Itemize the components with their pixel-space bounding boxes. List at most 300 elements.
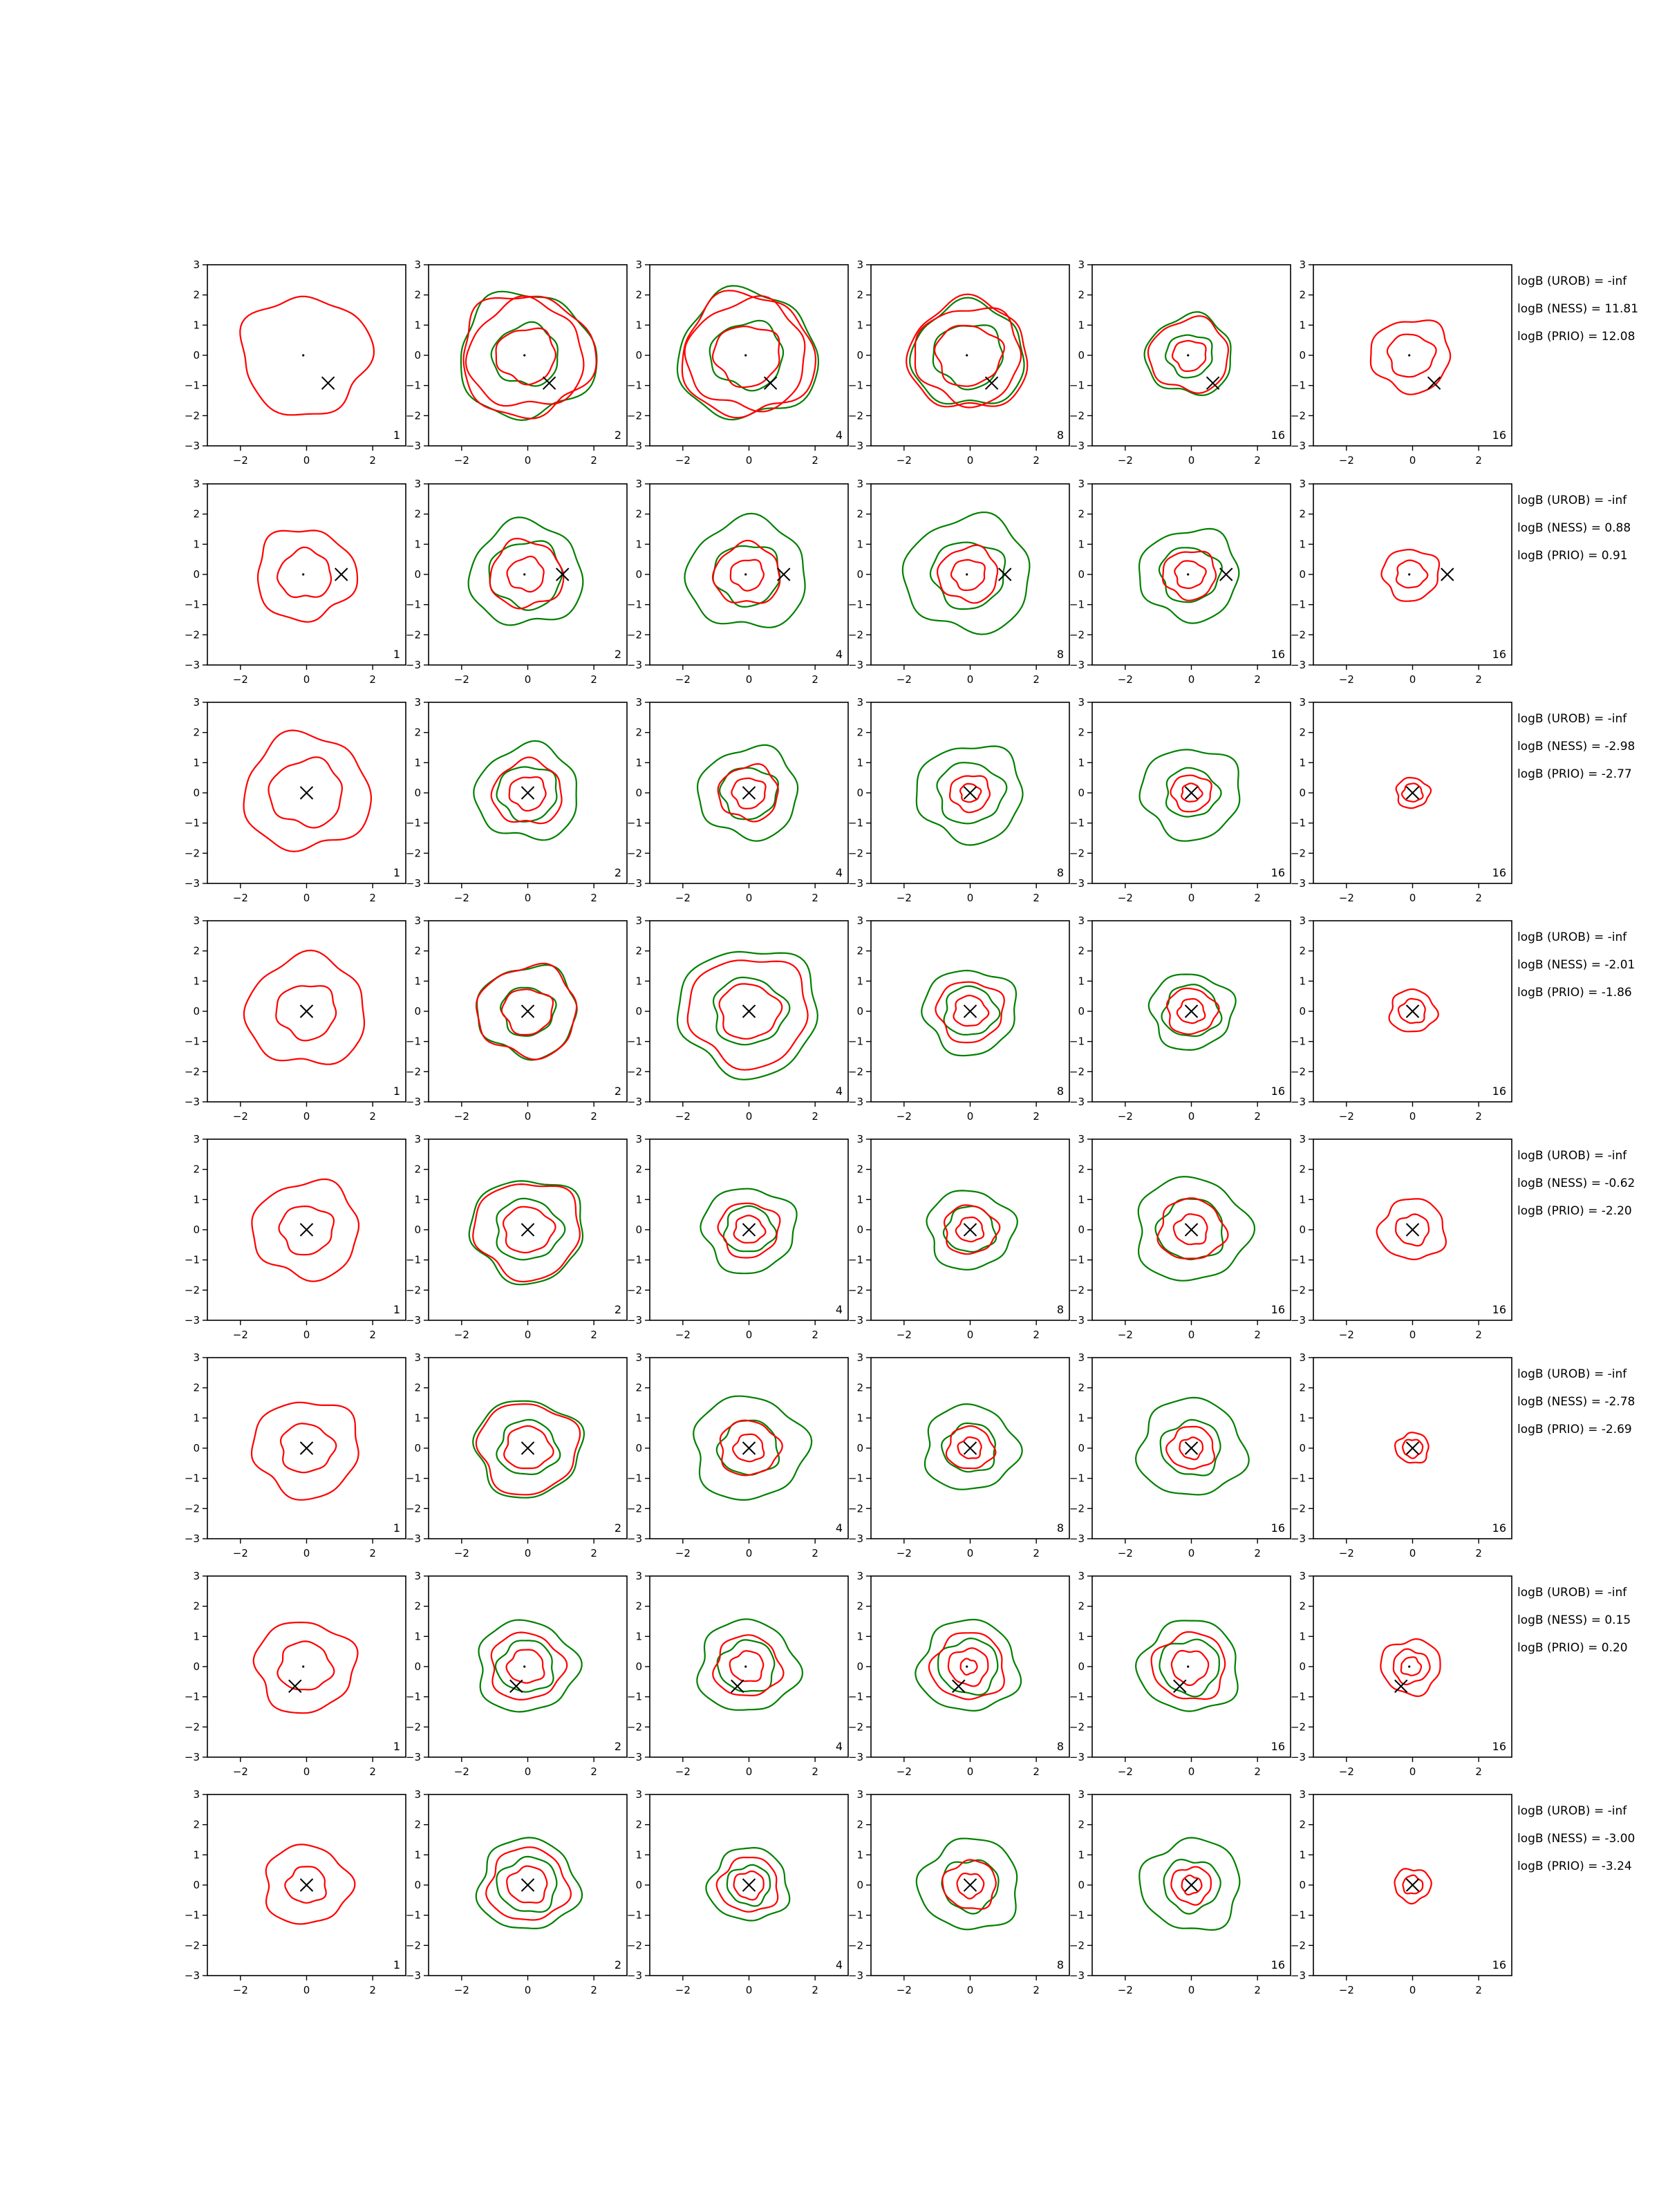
y-tick-label: −1 xyxy=(626,1253,642,1266)
logb-annotation: logB (NESS) = -2.78 xyxy=(1517,1395,1635,1409)
y-tick-label: 2 xyxy=(856,1381,863,1394)
y-tick-label: 1 xyxy=(1299,1848,1306,1862)
x-tick-label: 2 xyxy=(1254,1329,1261,1341)
y-tick-label: −3 xyxy=(1290,1751,1306,1763)
y-tick-label: −2 xyxy=(1290,628,1306,641)
y-tick-label: −2 xyxy=(184,1284,200,1297)
x-tick-label: −2 xyxy=(453,1547,469,1559)
y-tick-label: 0 xyxy=(1299,1005,1306,1018)
logb-annotation: logB (UROB) = -inf xyxy=(1517,494,1627,507)
y-tick-label: −1 xyxy=(1069,1909,1085,1922)
y-tick-label: 0 xyxy=(193,1660,200,1673)
y-tick-label: −3 xyxy=(1069,440,1085,452)
y-tick-label: 1 xyxy=(414,1193,421,1206)
y-tick-label: 0 xyxy=(635,1005,642,1018)
y-tick-label: −1 xyxy=(626,1690,642,1703)
x-tick-label: 0 xyxy=(303,454,310,467)
x-tick-label: −2 xyxy=(453,1984,469,1996)
y-tick-label: −3 xyxy=(847,659,863,671)
y-tick-label: 0 xyxy=(1078,568,1085,581)
y-tick-label: 0 xyxy=(856,568,863,581)
x-tick-label: 2 xyxy=(1033,673,1040,686)
x-tick-label: 0 xyxy=(966,1984,974,1996)
x-tick-label: −2 xyxy=(453,454,469,467)
y-tick-label: 3 xyxy=(856,1788,863,1801)
center-dot xyxy=(744,354,747,356)
y-tick-label: −3 xyxy=(626,1969,642,1982)
y-tick-label: 2 xyxy=(1078,288,1085,301)
y-tick-label: −1 xyxy=(1069,1690,1085,1703)
y-tick-label: −1 xyxy=(1290,1472,1306,1485)
y-tick-label: 1 xyxy=(856,1630,863,1643)
x-tick-label: 2 xyxy=(1475,1110,1482,1123)
x-tick-label: 2 xyxy=(1033,1110,1040,1123)
y-tick-label: 2 xyxy=(1299,507,1306,521)
x-tick-label: 2 xyxy=(590,1765,597,1778)
sample-count-label: 2 xyxy=(614,1303,621,1316)
sample-count-label: 16 xyxy=(1271,866,1285,879)
y-tick-label: −3 xyxy=(184,1096,200,1108)
x-tick-label: 0 xyxy=(1409,1547,1416,1559)
y-tick-label: −2 xyxy=(1290,1502,1306,1515)
y-tick-label: −2 xyxy=(184,1939,200,1952)
x-tick-label: 0 xyxy=(966,892,974,904)
y-tick-label: 2 xyxy=(193,507,200,521)
y-tick-label: −3 xyxy=(1069,1314,1085,1327)
y-tick-label: −1 xyxy=(626,1035,642,1048)
y-tick-label: 1 xyxy=(856,1412,863,1425)
y-tick-label: 2 xyxy=(1299,1600,1306,1613)
y-tick-label: 1 xyxy=(635,319,642,332)
sample-count-label: 4 xyxy=(835,1085,843,1098)
y-tick-label: 1 xyxy=(193,1412,200,1425)
sample-count-label: 2 xyxy=(614,1740,621,1753)
center-dot xyxy=(302,573,304,575)
y-tick-label: 2 xyxy=(1078,1818,1085,1831)
y-tick-label: 2 xyxy=(1299,288,1306,301)
y-tick-label: 3 xyxy=(635,1788,642,1801)
y-tick-label: −1 xyxy=(1069,1253,1085,1266)
y-tick-label: 2 xyxy=(193,726,200,739)
x-tick-label: 0 xyxy=(524,1547,532,1559)
x-tick-label: −2 xyxy=(232,454,248,467)
x-tick-label: 0 xyxy=(524,673,532,686)
x-tick-label: 0 xyxy=(303,1984,310,1996)
y-tick-label: −3 xyxy=(184,1314,200,1327)
y-tick-label: −3 xyxy=(1069,1969,1085,1982)
center-dot xyxy=(523,573,525,575)
y-tick-label: −1 xyxy=(184,598,200,611)
y-tick-label: −2 xyxy=(1069,1502,1085,1515)
y-tick-label: 1 xyxy=(635,975,642,988)
x-tick-label: −2 xyxy=(896,1765,912,1778)
y-tick-label: 2 xyxy=(414,507,421,521)
x-tick-label: 0 xyxy=(966,673,974,686)
y-tick-label: 0 xyxy=(1299,1879,1306,1891)
y-tick-label: 1 xyxy=(1078,1193,1085,1206)
y-tick-label: 1 xyxy=(1299,1412,1306,1425)
y-tick-label: −3 xyxy=(405,1533,421,1545)
y-tick-label: −2 xyxy=(626,1065,642,1078)
y-tick-label: −1 xyxy=(1069,1035,1085,1048)
y-tick-label: 3 xyxy=(193,1788,200,1801)
y-tick-label: −1 xyxy=(1069,816,1085,830)
x-tick-label: 0 xyxy=(524,1765,532,1778)
sample-count-label: 16 xyxy=(1492,1958,1506,1971)
x-tick-label: −2 xyxy=(1117,1765,1133,1778)
y-tick-label: 0 xyxy=(193,1879,200,1891)
sample-count-label: 1 xyxy=(393,1521,400,1535)
x-tick-label: −2 xyxy=(232,1329,248,1341)
sample-count-label: 1 xyxy=(393,1303,400,1316)
sample-count-label: 2 xyxy=(614,648,621,661)
y-tick-label: −1 xyxy=(405,1472,421,1485)
y-tick-label: 1 xyxy=(635,1193,642,1206)
y-tick-label: 2 xyxy=(414,288,421,301)
y-tick-label: 0 xyxy=(414,1224,421,1236)
x-tick-label: 2 xyxy=(1475,1984,1482,1996)
logb-annotation: logB (NESS) = -2.01 xyxy=(1517,958,1635,972)
y-tick-label: 1 xyxy=(856,319,863,332)
sample-count-label: 16 xyxy=(1492,429,1506,442)
y-tick-label: 0 xyxy=(193,1224,200,1236)
x-tick-label: −2 xyxy=(675,454,691,467)
y-tick-label: −1 xyxy=(626,1472,642,1485)
y-tick-label: −1 xyxy=(184,1035,200,1048)
y-tick-label: −1 xyxy=(626,379,642,392)
y-tick-label: 2 xyxy=(635,1163,642,1176)
logb-annotation: logB (UROB) = -inf xyxy=(1517,274,1627,288)
x-tick-label: 2 xyxy=(1033,1984,1040,1996)
y-tick-label: 2 xyxy=(414,1600,421,1613)
x-tick-label: 2 xyxy=(812,1329,818,1341)
y-tick-label: 3 xyxy=(1078,259,1085,271)
y-tick-label: 2 xyxy=(414,1818,421,1831)
x-tick-label: 0 xyxy=(1409,892,1416,904)
y-tick-label: 0 xyxy=(856,1879,863,1891)
y-tick-label: 2 xyxy=(414,726,421,739)
sample-count-label: 16 xyxy=(1271,1085,1285,1098)
sample-count-label: 8 xyxy=(1056,1958,1064,1971)
y-tick-label: 1 xyxy=(1299,319,1306,332)
y-tick-label: 3 xyxy=(635,259,642,271)
sample-count-label: 2 xyxy=(614,1958,621,1971)
x-tick-label: 2 xyxy=(369,454,376,467)
y-tick-label: 1 xyxy=(856,975,863,988)
sample-count-label: 4 xyxy=(835,648,843,661)
x-tick-label: −2 xyxy=(232,1984,248,1996)
logb-annotation: logB (NESS) = 0.88 xyxy=(1517,521,1631,535)
y-tick-label: 3 xyxy=(635,1133,642,1145)
y-tick-label: 1 xyxy=(193,1848,200,1862)
y-tick-label: −2 xyxy=(626,1284,642,1297)
y-tick-label: 1 xyxy=(856,1193,863,1206)
x-tick-label: 2 xyxy=(1033,1547,1040,1559)
y-tick-label: 3 xyxy=(856,915,863,927)
y-tick-label: 3 xyxy=(193,1570,200,1582)
x-tick-label: 2 xyxy=(369,1329,376,1341)
y-tick-label: 1 xyxy=(193,756,200,769)
y-tick-label: 0 xyxy=(856,349,863,362)
center-dot xyxy=(302,354,304,356)
y-tick-label: −2 xyxy=(1290,1065,1306,1078)
y-tick-label: 0 xyxy=(1078,349,1085,362)
y-tick-label: −1 xyxy=(1069,379,1085,392)
y-tick-label: 3 xyxy=(193,1133,200,1145)
y-tick-label: 0 xyxy=(193,1005,200,1018)
center-dot xyxy=(523,354,525,356)
y-tick-label: −1 xyxy=(184,1909,200,1922)
sample-count-label: 4 xyxy=(835,1303,843,1316)
y-tick-label: 2 xyxy=(193,1600,200,1613)
y-tick-label: 3 xyxy=(193,1351,200,1364)
y-tick-label: −1 xyxy=(626,816,642,830)
y-tick-label: −2 xyxy=(1069,1284,1085,1297)
x-tick-label: 0 xyxy=(524,1329,532,1341)
y-tick-label: 0 xyxy=(193,349,200,362)
x-tick-label: 2 xyxy=(1254,673,1261,686)
x-tick-label: 0 xyxy=(1188,1110,1195,1123)
sample-count-label: 1 xyxy=(393,648,400,661)
x-tick-label: 2 xyxy=(1475,454,1482,467)
y-tick-label: −2 xyxy=(626,409,642,422)
y-tick-label: 2 xyxy=(414,1381,421,1394)
x-tick-label: 2 xyxy=(812,1547,818,1559)
y-tick-label: 1 xyxy=(635,1848,642,1862)
sample-count-label: 16 xyxy=(1492,1740,1506,1753)
y-tick-label: −2 xyxy=(405,1065,421,1078)
sample-count-label: 8 xyxy=(1056,1521,1064,1535)
row-annotations-1 xyxy=(1517,274,1638,344)
x-tick-label: 0 xyxy=(303,1547,310,1559)
x-tick-label: 0 xyxy=(966,1110,974,1123)
y-tick-label: 3 xyxy=(1299,259,1306,271)
y-tick-label: 2 xyxy=(1299,944,1306,957)
y-tick-label: 1 xyxy=(193,1630,200,1643)
y-tick-label: −2 xyxy=(1290,1721,1306,1734)
y-tick-label: 1 xyxy=(1078,1848,1085,1862)
center-dot xyxy=(966,1665,968,1667)
x-tick-label: −2 xyxy=(675,1110,691,1123)
center-dot xyxy=(302,1665,304,1667)
sample-count-label: 1 xyxy=(393,1085,400,1098)
sample-count-label: 16 xyxy=(1271,1740,1285,1753)
y-tick-label: −3 xyxy=(405,1751,421,1763)
x-tick-label: 2 xyxy=(1254,1110,1261,1123)
x-tick-label: −2 xyxy=(1117,673,1133,686)
x-tick-label: 0 xyxy=(966,1765,974,1778)
y-tick-label: −1 xyxy=(184,1253,200,1266)
y-tick-label: 3 xyxy=(856,696,863,709)
y-tick-label: 3 xyxy=(1078,915,1085,927)
x-tick-label: −2 xyxy=(1117,1329,1133,1341)
x-tick-label: −2 xyxy=(896,1329,912,1341)
y-tick-label: −2 xyxy=(1069,1065,1085,1078)
y-tick-label: 3 xyxy=(1299,696,1306,709)
y-tick-label: −2 xyxy=(1290,1939,1306,1952)
y-tick-label: −3 xyxy=(1069,1533,1085,1545)
x-tick-label: 0 xyxy=(745,1984,753,1996)
sample-count-label: 4 xyxy=(835,429,843,442)
y-tick-label: −3 xyxy=(1290,1314,1306,1327)
sample-count-label: 8 xyxy=(1056,866,1064,879)
y-tick-label: 2 xyxy=(856,1600,863,1613)
y-tick-label: 3 xyxy=(414,915,421,927)
y-tick-label: −1 xyxy=(184,379,200,392)
y-tick-label: 3 xyxy=(635,1351,642,1364)
y-tick-label: 3 xyxy=(1299,478,1306,490)
x-tick-label: 2 xyxy=(1475,673,1482,686)
center-dot xyxy=(744,573,747,575)
y-tick-label: 0 xyxy=(1078,787,1085,799)
y-tick-label: 3 xyxy=(856,478,863,490)
sample-count-label: 4 xyxy=(835,1740,843,1753)
x-tick-label: −2 xyxy=(232,892,248,904)
y-tick-label: −1 xyxy=(1069,598,1085,611)
y-tick-label: −3 xyxy=(626,877,642,890)
y-tick-label: −2 xyxy=(1290,847,1306,860)
logb-annotation: logB (PRIO) = -2.77 xyxy=(1517,767,1632,781)
y-tick-label: −3 xyxy=(405,659,421,671)
x-tick-label: 0 xyxy=(1409,673,1416,686)
x-tick-label: −2 xyxy=(453,1765,469,1778)
sample-count-label: 16 xyxy=(1492,866,1506,879)
x-tick-label: −2 xyxy=(453,1329,469,1341)
y-tick-label: 3 xyxy=(414,1570,421,1582)
y-tick-label: −2 xyxy=(626,1939,642,1952)
center-dot xyxy=(1408,1665,1410,1667)
y-tick-label: 2 xyxy=(1078,1163,1085,1176)
x-tick-label: 0 xyxy=(303,892,310,904)
y-tick-label: 1 xyxy=(193,319,200,332)
y-tick-label: 0 xyxy=(635,1442,642,1454)
y-tick-label: −1 xyxy=(405,1253,421,1266)
y-tick-label: −2 xyxy=(184,628,200,641)
y-tick-label: 1 xyxy=(414,319,421,332)
row-annotations-2 xyxy=(1517,494,1631,563)
y-tick-label: 1 xyxy=(193,1193,200,1206)
center-dot xyxy=(1408,573,1410,575)
sample-count-label: 1 xyxy=(393,1958,400,1971)
y-tick-label: −1 xyxy=(405,379,421,392)
y-tick-label: 3 xyxy=(635,915,642,927)
center-dot xyxy=(966,573,968,575)
y-tick-label: 0 xyxy=(414,1442,421,1454)
x-tick-label: 2 xyxy=(1033,1329,1040,1341)
y-tick-label: −2 xyxy=(847,1502,863,1515)
y-tick-label: −1 xyxy=(184,1690,200,1703)
row-annotations-3 xyxy=(1517,712,1635,781)
x-tick-label: 0 xyxy=(966,454,974,467)
x-tick-label: 2 xyxy=(1254,454,1261,467)
logb-annotation: logB (NESS) = -2.98 xyxy=(1517,740,1635,753)
y-tick-label: −1 xyxy=(1290,1253,1306,1266)
row-annotations-7 xyxy=(1517,1586,1631,1655)
x-tick-label: −2 xyxy=(675,1984,691,1996)
x-tick-label: −2 xyxy=(675,673,691,686)
y-tick-label: −3 xyxy=(1290,1096,1306,1108)
x-tick-label: 2 xyxy=(590,1110,597,1123)
x-tick-label: 2 xyxy=(1475,892,1482,904)
y-tick-label: 0 xyxy=(635,568,642,581)
y-tick-label: −2 xyxy=(847,409,863,422)
x-tick-label: 0 xyxy=(745,673,753,686)
y-tick-label: 2 xyxy=(856,288,863,301)
x-tick-label: −2 xyxy=(1117,892,1133,904)
y-tick-label: −2 xyxy=(405,1939,421,1952)
sample-count-label: 8 xyxy=(1056,1085,1064,1098)
x-tick-label: 0 xyxy=(745,1765,753,1778)
x-tick-label: −2 xyxy=(453,1110,469,1123)
sample-count-label: 2 xyxy=(614,1521,621,1535)
sample-count-label: 8 xyxy=(1056,429,1064,442)
y-tick-label: 0 xyxy=(414,1660,421,1673)
y-tick-label: 0 xyxy=(856,1660,863,1673)
x-tick-label: −2 xyxy=(1338,1110,1354,1123)
y-tick-label: 1 xyxy=(1078,319,1085,332)
sample-count-label: 16 xyxy=(1271,1303,1285,1316)
x-tick-label: 2 xyxy=(812,1110,818,1123)
x-tick-label: 2 xyxy=(1033,454,1040,467)
x-tick-label: 2 xyxy=(369,1547,376,1559)
y-tick-label: 2 xyxy=(635,1818,642,1831)
y-tick-label: 2 xyxy=(856,726,863,739)
y-tick-label: 2 xyxy=(856,1163,863,1176)
y-tick-label: 3 xyxy=(414,1351,421,1364)
y-tick-label: −3 xyxy=(1069,1096,1085,1108)
y-tick-label: 0 xyxy=(635,1224,642,1236)
x-tick-label: −2 xyxy=(1117,454,1133,467)
y-tick-label: −1 xyxy=(1290,1690,1306,1703)
y-tick-label: −2 xyxy=(626,628,642,641)
x-tick-label: 0 xyxy=(1188,454,1195,467)
y-tick-label: 1 xyxy=(414,538,421,551)
y-tick-label: 1 xyxy=(1299,975,1306,988)
y-tick-label: 1 xyxy=(1299,538,1306,551)
y-tick-label: −1 xyxy=(847,1253,863,1266)
y-tick-label: −2 xyxy=(184,1065,200,1078)
y-tick-label: −3 xyxy=(626,659,642,671)
x-tick-label: −2 xyxy=(232,673,248,686)
y-tick-label: −3 xyxy=(626,1314,642,1327)
y-tick-label: 0 xyxy=(1078,1442,1085,1454)
x-tick-label: 2 xyxy=(369,1110,376,1123)
x-tick-label: 0 xyxy=(745,1547,753,1559)
x-tick-label: −2 xyxy=(896,1110,912,1123)
logb-annotation: logB (UROB) = -inf xyxy=(1517,1149,1627,1163)
x-tick-label: 2 xyxy=(369,1765,376,1778)
y-tick-label: 2 xyxy=(856,1818,863,1831)
x-tick-label: −2 xyxy=(675,1765,691,1778)
logb-annotation: logB (PRIO) = -1.86 xyxy=(1517,986,1632,1000)
logb-annotation: logB (PRIO) = -3.24 xyxy=(1517,1859,1632,1873)
sample-count-label: 1 xyxy=(393,429,400,442)
x-tick-label: −2 xyxy=(675,1547,691,1559)
sample-count-label: 16 xyxy=(1492,1521,1506,1535)
y-tick-label: −2 xyxy=(184,409,200,422)
x-tick-label: 0 xyxy=(1188,1547,1195,1559)
logb-annotation: logB (PRIO) = -2.69 xyxy=(1517,1423,1632,1436)
y-tick-label: 0 xyxy=(1299,1442,1306,1454)
y-tick-label: −3 xyxy=(847,1096,863,1108)
sample-count-label: 16 xyxy=(1271,1958,1285,1971)
y-tick-label: −1 xyxy=(847,1472,863,1485)
logb-annotation: logB (UROB) = -inf xyxy=(1517,1586,1627,1600)
y-tick-label: −3 xyxy=(847,1969,863,1982)
y-tick-label: −3 xyxy=(1290,1533,1306,1545)
sample-count-label: 16 xyxy=(1492,648,1506,661)
center-dot xyxy=(1187,573,1189,575)
